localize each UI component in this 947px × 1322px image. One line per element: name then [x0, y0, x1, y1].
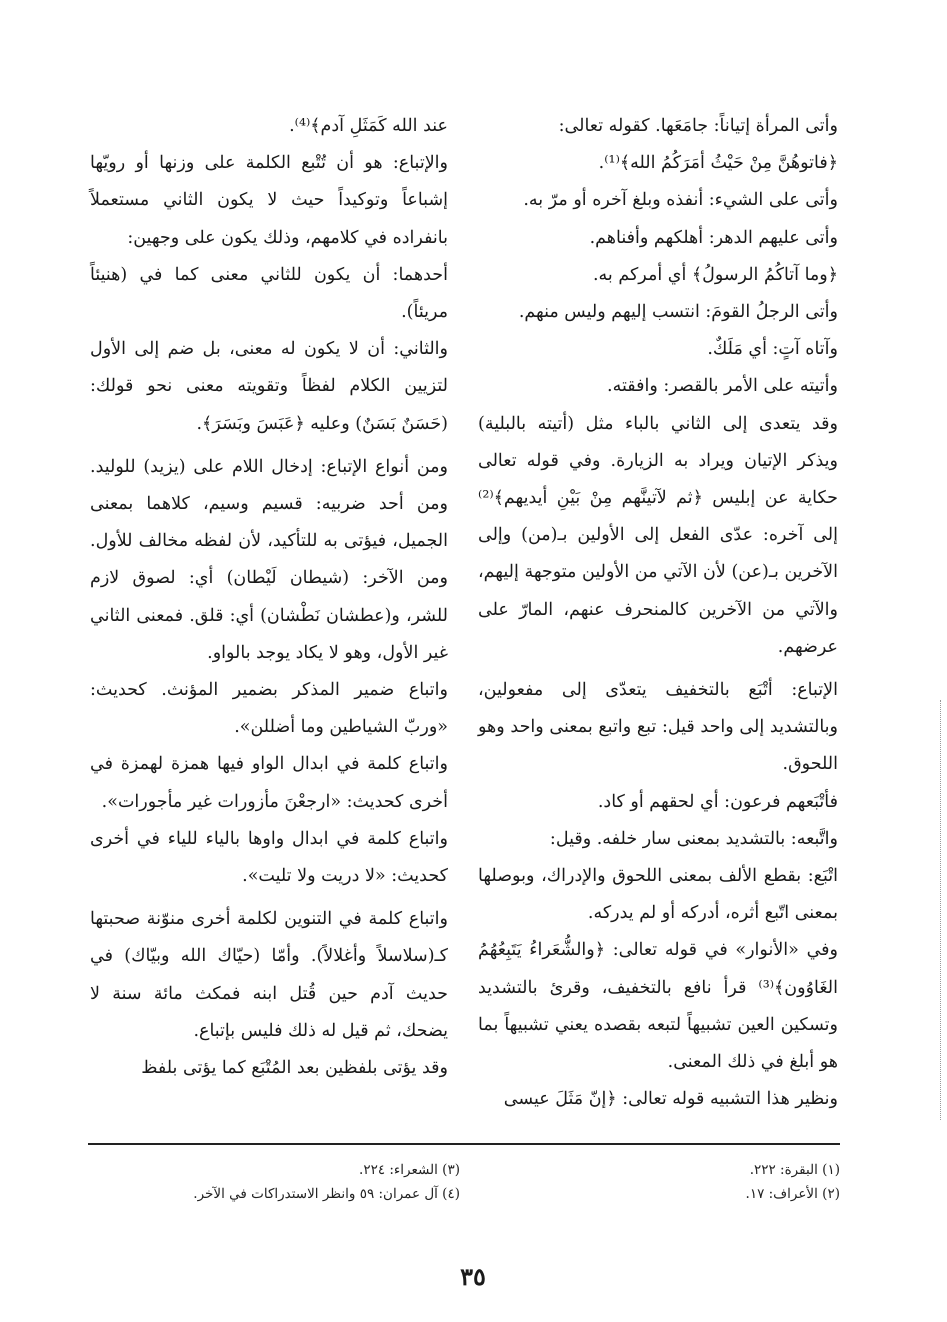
paragraph: واتَّبعه: بالتشديد بمعنى سار خلفه. وقيل:: [549, 828, 838, 849]
paragraph: اتْبَع: بقطع الألف بمعنى اللحوق والإدراك، وبوصلها بمعنى اتّبع أثره، أدركه أو لم يدركه.: [478, 866, 838, 924]
paragraph: وأتى عليهم الدهر: أهلكهم وأفناهم.: [589, 227, 838, 248]
paragraph: واتباع كلمة في التنوين لكلمة أخرى منوّنة صحبتها كـ(سلاسلاً وأغلالاً). وأمّا (حيّاك الله وبيّاك) في حديث آدم حين قُتل ابنه فمكث مائة سنة لا يضحك، ثم قيل له ذلك فليس بإتباع.: [90, 909, 448, 1041]
paragraph: وآتاه آتٍ: أي مَلَكٌ.: [707, 339, 838, 360]
right-text-column: [478, 108, 838, 1118]
paragraph: وأتى المرأة إتياناً: جامَعَها. كقوله تعالى:: [558, 116, 838, 136]
paragraph: واتباع ضمير المذكر بضمير المؤنث. كحديث: «وربّ الشياطين وما أضللن».: [90, 680, 448, 738]
paragraph: وفي «الأنوار» في قوله تعالى: ﴿والشُّعَراءُ يَتَبِعُهُمُ الغَاوُون﴾⁽³⁾ قرأ نافع بالتخفيف، وقرئ بالتشديد وتسكين العين تشبيهاً لتبعه بقصده يعني تشبيهاً بما هو أبلغ في ذلك المعنى.: [478, 940, 838, 1073]
paragraph: عند الله كَمَثَلِ آدم﴾⁽⁴⁾.: [289, 116, 448, 136]
paragraph: وقد يتعدى إلى الثاني بالباء مثل (أتيته بالبلية) ويذكر الإتيان ويراد به الزيارة. وفي قوله تعالى حكاية عن إبليس ﴿ثم لآتينَّهم مِنْ بَيْنِ أيديهم﴾⁽²⁾ إلى آخره: عدّى الفعل إلى الأولين بـ(من) وإلى الآخرين بـ(عن) لأن الآتي من الأولين متوجهة إليهم، والآتي من الآخرين كالمنحرف عنهم، المارّ على عرضهم.: [478, 413, 838, 657]
left-text-column: [90, 108, 448, 1087]
footnotes-right: [560, 1158, 840, 1206]
scan-edge-mark: [940, 700, 943, 1120]
paragraph: ونظير هذا التشبيه قوله تعالى: ﴿إنّ مَثَلَ عيسى: [503, 1089, 838, 1110]
paragraph: والثاني: أن لا يكون له معنى، بل ضم إلى الأول لتزيين الكلام لفظاً وتقويته معنى نحو قولك: (حَسَنٌ بَسَنٌ) وعليه ﴿عَبَسَ وبَسَرَ﴾.: [90, 339, 448, 434]
paragraph: وقد يؤتى بلفظين بعد المُتْبَع كما يؤتى بلفظ: [141, 1058, 448, 1079]
footnote: (٤) آل عمران: ٥٩ وانظر الاستدراكات في الآخر.: [193, 1186, 460, 1202]
paragraph: وأتى على الشيء: أنفذه وبلغ آخره أو مرّ به.: [523, 190, 838, 211]
paragraph: أحدهما: أن يكون للثاني معنى كما في (هنيئاً مريئاً).: [90, 264, 448, 323]
paragraph: الإتباع: أتْبَع بالتخفيف يتعدّى إلى مفعولين، وبالتشديد إلى واحد قيل: تبع واتبع بمعنى واحد وهو اللحوق.: [478, 680, 838, 775]
paragraph: وأتى الرجلُ القومَ: انتسب إليهم وليس منهم.: [518, 302, 838, 323]
footnote: (٣) الشعراء: ٢٢٤.: [359, 1162, 460, 1178]
paragraph: ومن أنواع الإتباع: إدخال اللام على (يزيد) للوليد. ومن أحد ضربيه: قسيم وسيم، كلاهما بمعنى الجميل، فيؤتى به للتأكيد، لأن لفظه مخالف للأول. ومن الآخر: (شيطان لَيْطان) أي: لصوق لازم للشر، و(عطشان نَطْشان) أي: قلق. فمعنى الثاني غير الأول، وهو لا يكاد يوجد بالواو.: [90, 456, 448, 663]
footnote: (٢) الأعراف: ١٧.: [745, 1186, 840, 1202]
paragraph: ﴿فاتوهُنَّ مِنْ حَيْثُ أمَرَكُمُ الله﴾⁽¹⁾.: [598, 153, 838, 174]
paragraph: ﴿وما آتاكُمُ الرسولُ﴾ أي أمركم به.: [592, 264, 838, 285]
paragraph: واتباع كلمة في ابدال واوها بالياء للياء في أخرى كحديث: «لا دريت ولا تليت».: [90, 828, 448, 887]
paragraph: وأتيته على الأمر بالقصر: وافقته.: [607, 376, 838, 397]
footnotes-left: [120, 1158, 460, 1206]
footnote-divider: [88, 1143, 840, 1145]
paragraph: واتباع كلمة في ابدال الواو فيها همزة لهمزة في أخرى كحديث: «ارجعْنَ مأزورات غير مأجورات».: [90, 754, 448, 812]
page-number: ٣٥: [460, 1262, 486, 1291]
footnote: (١) البقرة: ٢٢٢.: [749, 1162, 840, 1178]
paragraph: فأتْبَعهم فرعون: أي لحقهم أو كاد.: [597, 791, 838, 812]
paragraph: والإتباع: هو أن تُتْبع الكلمة على وزنها أو رويّها إشباعاً وتوكيداً حيث لا يكون الثاني مستعملاً بانفراده في كلامهم، وذلك يكون على وجهين:: [90, 153, 448, 248]
